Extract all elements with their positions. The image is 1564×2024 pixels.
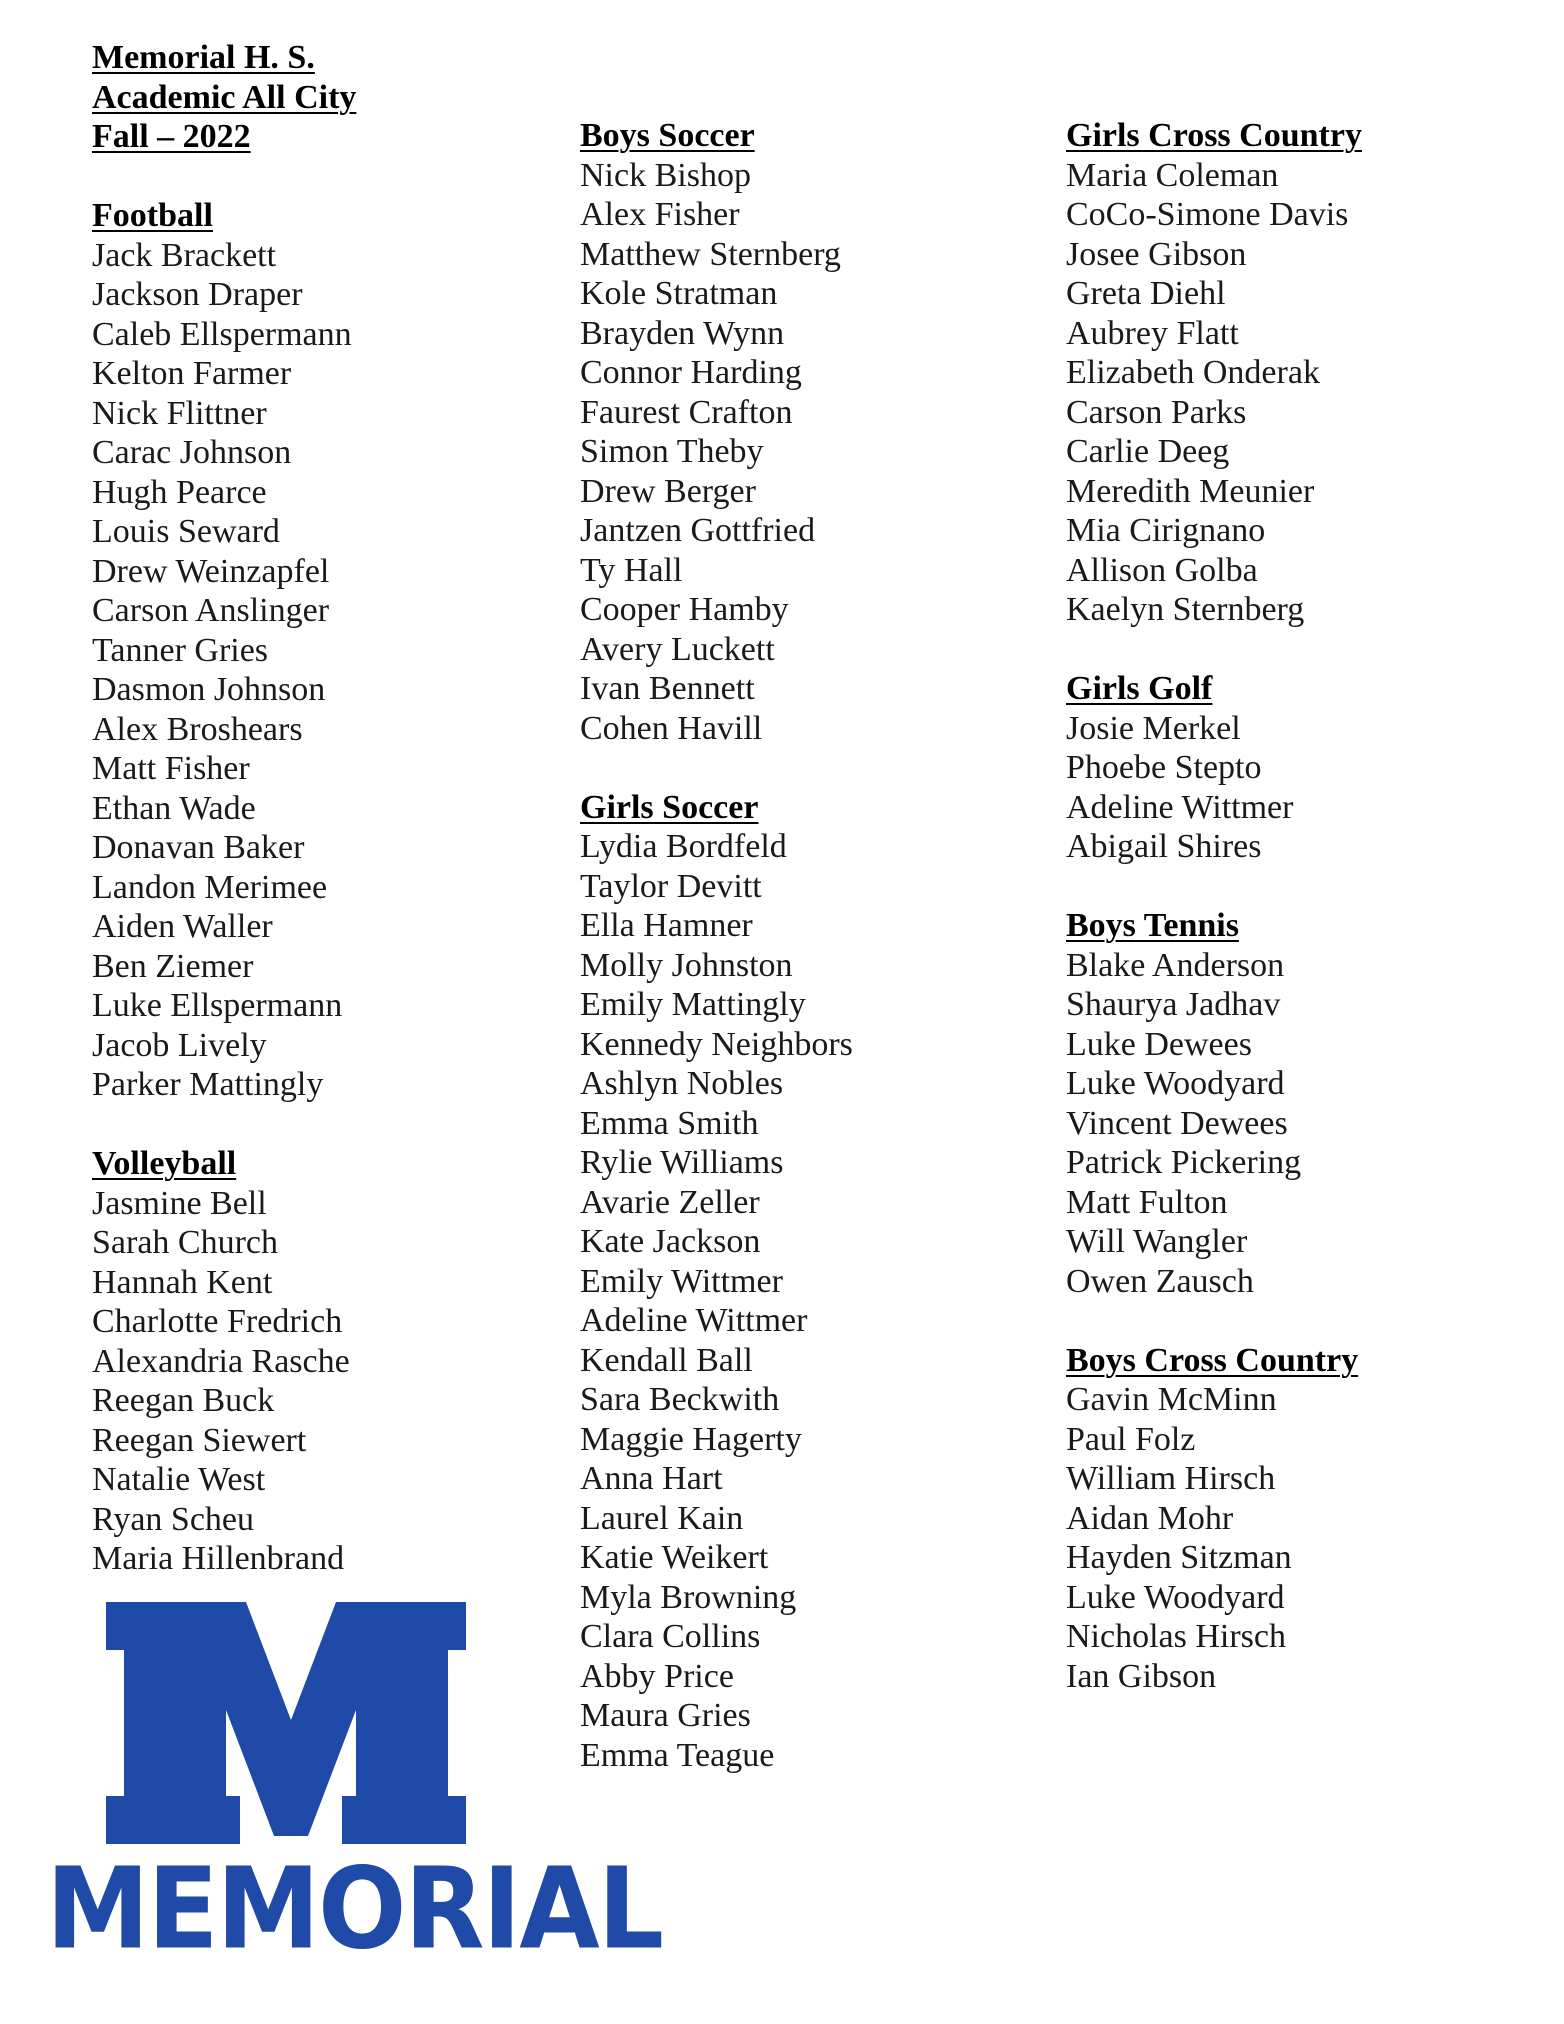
student-name: Hayden Sitzman — [1066, 1539, 1292, 1576]
season-title: Fall – 2022 — [92, 118, 251, 155]
section-heading-football: Football — [92, 197, 213, 234]
student-name: Carson Parks — [1066, 393, 1247, 431]
section-boys-cross-country — [1066, 1341, 1536, 1697]
student-name: Nick Flittner — [92, 394, 267, 432]
column-middle — [580, 116, 1050, 1775]
block-m-icon — [46, 1600, 536, 1850]
student-name: Molly Johnston — [580, 946, 793, 984]
column-left — [92, 38, 562, 1579]
student-name: Kendall Ball — [580, 1341, 753, 1379]
spacer — [1066, 1301, 1536, 1341]
block-m-shape — [106, 1602, 466, 1844]
student-name: Emma Teague — [580, 1736, 775, 1774]
student-name: Drew Berger — [580, 472, 756, 510]
student-name: Maria Coleman — [1066, 156, 1279, 194]
student-name: Kate Jackson — [580, 1223, 761, 1260]
student-name: Phoebe Stepto — [1066, 749, 1262, 786]
section-heading-boys-tennis: Boys Tennis — [1066, 907, 1239, 944]
student-name: Charlotte Fredrich — [92, 1303, 343, 1340]
student-name: Taylor Devitt — [580, 867, 762, 905]
student-name: Abigail Shires — [1066, 828, 1262, 865]
student-name: Tanner Gries — [92, 631, 269, 669]
section-football — [92, 196, 562, 1105]
student-name: Carson Anslinger — [92, 592, 330, 629]
student-name: Patrick Pickering — [1066, 1144, 1302, 1181]
student-name: Reegan Buck — [92, 1382, 275, 1419]
student-name: Landon Merimee — [92, 868, 328, 906]
student-name: Caleb Ellspermann — [92, 315, 352, 353]
student-name: Laurel Kain — [580, 1499, 744, 1537]
student-name: Alex Fisher — [580, 196, 740, 233]
student-name: Kaelyn Sternberg — [1066, 591, 1305, 628]
logo-wordmark: MEMORIAL — [46, 1842, 662, 1975]
student-name: Kennedy Neighbors — [580, 1025, 853, 1063]
student-name: Meredith Meunier — [1066, 472, 1315, 510]
student-name: CoCo-Simone Davis — [1066, 196, 1349, 233]
student-name: Emily Mattingly — [580, 986, 806, 1023]
student-name: Rylie Williams — [580, 1144, 784, 1181]
section-girls-soccer — [580, 788, 1050, 1776]
student-name: Simon Theby — [580, 433, 764, 470]
spacer — [92, 157, 562, 197]
student-name: Jacob Lively — [92, 1026, 267, 1064]
student-name: Owen Zausch — [1066, 1262, 1254, 1300]
student-name: Aubrey Flatt — [1066, 314, 1239, 352]
student-name: Avery Luckett — [580, 630, 775, 668]
student-name: Elizabeth Onderak — [1066, 354, 1320, 391]
student-name: Kole Stratman — [580, 275, 778, 312]
student-name: Vincent Dewees — [1066, 1104, 1288, 1142]
student-name: Josee Gibson — [1066, 235, 1247, 273]
student-name: Ivan Bennett — [580, 670, 755, 707]
student-name: Matt Fisher — [92, 750, 250, 787]
student-name: Maria Hillenbrand — [92, 1540, 345, 1577]
student-name: Alex Broshears — [92, 710, 303, 748]
student-name: Maura Gries — [580, 1697, 751, 1734]
student-name: Emma Smith — [580, 1104, 759, 1142]
student-name: Natalie West — [92, 1461, 266, 1498]
student-name: Faurest Crafton — [580, 393, 793, 431]
section-girls-golf — [1066, 669, 1536, 867]
student-name: Louis Seward — [92, 513, 280, 550]
student-name: Adeline Wittmer — [1066, 788, 1294, 826]
student-name: Josie Merkel — [1066, 709, 1241, 747]
student-name: Luke Dewees — [1066, 1025, 1252, 1063]
student-name: Donavan Baker — [92, 829, 305, 866]
student-name: Hannah Kent — [92, 1263, 273, 1301]
student-name: Jackson Draper — [92, 276, 303, 313]
student-name: Ian Gibson — [1066, 1657, 1217, 1695]
section-heading-girls-golf: Girls Golf — [1066, 670, 1213, 707]
student-name: Brayden Wynn — [580, 314, 785, 352]
student-name: Luke Woodyard — [1066, 1065, 1285, 1102]
student-name: Sara Beckwith — [580, 1381, 780, 1418]
student-name: Paul Folz — [1066, 1420, 1196, 1458]
student-name: Will Wangler — [1066, 1223, 1248, 1260]
section-heading-volleyball: Volleyball — [92, 1145, 237, 1182]
student-name: Avarie Zeller — [580, 1183, 760, 1221]
student-name: Cohen Havill — [580, 709, 763, 747]
award-title: Academic All City — [92, 78, 357, 116]
student-name: Carac Johnson — [92, 434, 292, 471]
student-name: Hugh Pearce — [92, 473, 267, 511]
section-boys-tennis — [1066, 906, 1536, 1301]
student-name: Aidan Mohr — [1066, 1499, 1234, 1537]
student-name: Ashlyn Nobles — [580, 1065, 784, 1102]
student-name: Reegan Siewert — [92, 1421, 307, 1459]
student-name: Anna Hart — [580, 1460, 723, 1497]
student-name: Luke Woodyard — [1066, 1578, 1285, 1616]
spacer — [1066, 867, 1536, 907]
column-right — [1066, 116, 1536, 1696]
student-name: Parker Mattingly — [92, 1066, 324, 1103]
spacer — [1066, 630, 1536, 670]
student-name: Clara Collins — [580, 1618, 761, 1655]
student-name: Matt Fulton — [1066, 1183, 1228, 1221]
student-name: Lydia Bordfeld — [580, 828, 787, 865]
student-name: Emily Wittmer — [580, 1262, 783, 1300]
student-name: Cooper Hamby — [580, 591, 789, 628]
student-name: Nicholas Hirsch — [1066, 1618, 1287, 1655]
student-name: Greta Diehl — [1066, 275, 1226, 312]
student-name: Myla Browning — [580, 1578, 797, 1616]
student-name: Gavin McMinn — [1066, 1381, 1277, 1418]
student-name: Ben Ziemer — [92, 947, 254, 985]
student-name: Shaurya Jadhav — [1066, 986, 1281, 1023]
student-name: Blake Anderson — [1066, 946, 1285, 984]
student-name: Katie Weikert — [580, 1539, 769, 1576]
student-name: Kelton Farmer — [92, 355, 292, 392]
student-name: Jasmine Bell — [92, 1184, 267, 1222]
student-name: Dasmon Johnson — [92, 671, 326, 708]
student-name: Alexandria Rasche — [92, 1342, 350, 1380]
student-name: Ella Hamner — [580, 907, 753, 944]
student-name: Carlie Deeg — [1066, 433, 1230, 470]
student-name: Sarah Church — [92, 1224, 279, 1261]
student-name: Allison Golba — [1066, 551, 1258, 589]
student-name: Nick Bishop — [580, 156, 751, 194]
student-name: Jack Brackett — [92, 236, 277, 274]
spacer — [92, 1105, 562, 1145]
student-name: Matthew Sternberg — [580, 235, 841, 273]
section-heading-boys-soccer: Boys Soccer — [580, 117, 755, 154]
student-name: Maggie Hagerty — [580, 1420, 802, 1458]
student-name: Abby Price — [580, 1657, 734, 1695]
student-name: Luke Ellspermann — [92, 987, 343, 1024]
student-name: Aiden Waller — [92, 908, 273, 945]
section-volleyball — [92, 1144, 562, 1579]
student-name: Adeline Wittmer — [580, 1302, 808, 1339]
student-name: Mia Cirignano — [1066, 512, 1266, 549]
school-title: Memorial H. S. — [92, 39, 315, 76]
section-heading-boys-cross-country: Boys Cross Country — [1066, 1341, 1359, 1379]
section-girls-cross-country — [1066, 116, 1536, 630]
student-name: Drew Weinzapfel — [92, 552, 330, 590]
student-name: Ty Hall — [580, 551, 683, 589]
student-name: Ryan Scheu — [92, 1500, 254, 1538]
student-name: Ethan Wade — [92, 789, 256, 827]
section-boys-soccer — [580, 116, 1050, 748]
section-heading-girls-cross-country: Girls Cross Country — [1066, 117, 1362, 154]
spacer — [580, 748, 1050, 788]
student-name: William Hirsch — [1066, 1460, 1276, 1497]
section-heading-girls-soccer: Girls Soccer — [580, 788, 759, 826]
student-name: Connor Harding — [580, 354, 802, 391]
student-name: Jantzen Gottfried — [580, 512, 816, 549]
